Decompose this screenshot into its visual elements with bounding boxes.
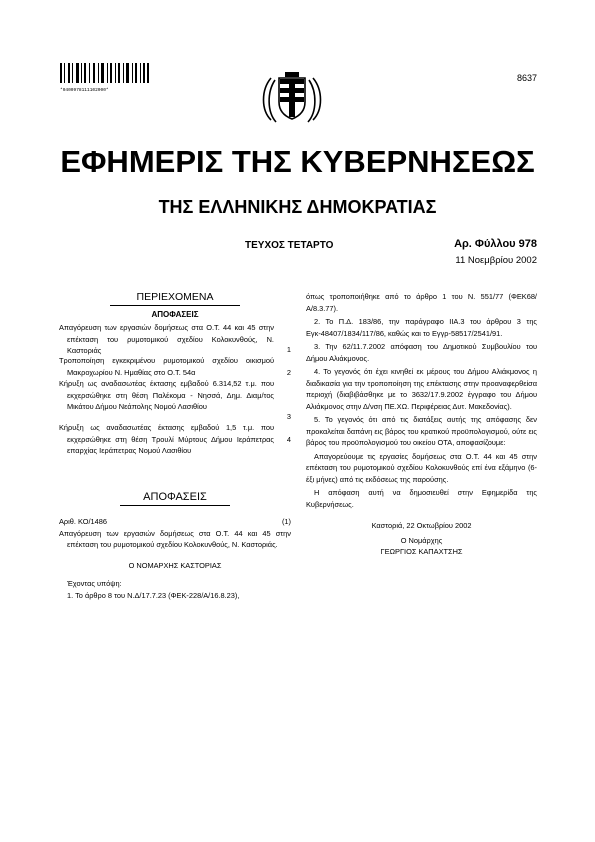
- decision-subject: Απαγόρευση των εργασιών δομήσεως στα Ο.Τ. 44 και 45 στην επέκταση του ρυμοτομικού σχεδίου Κολοκυνθούς, Ν. Καστοριάς.: [59, 528, 291, 549]
- publication-order: Η απόφαση αυτή να δημοσιευθεί στην Εφημερίδα της Κυβερνήσεως.: [306, 488, 537, 509]
- sheet-number: Αρ. Φύλλου 978: [454, 238, 537, 250]
- toc-section: ΑΠΟΦΑΣΕΙΣ: [151, 310, 199, 319]
- barcode-graphic: [60, 63, 149, 83]
- issue-date: 11 Νοεμβρίου 2002: [455, 255, 537, 266]
- toc-underline: [110, 305, 240, 306]
- decisions-block: [59, 490, 291, 601]
- gazette-subtitle: ΤΗΣ ΕΛΛΗΝΙΚΗΣ ΔΗΜΟΚΡΑΤΙΑΣ: [158, 197, 437, 217]
- paragraph-1-cont: όπως τροποποιήθηκε από το άρθρο 1 του Ν. 551/77 (ΦΕΚ68/Α/8.3.77).: [306, 292, 537, 313]
- toc-item: Κήρυξη ως αναδασωτέας έκτασης εμβαδού 1,5 τ.μ. που εκχερσώθηκε στη θέση Τρουλί Μύρτους Δήμου Ιεράπετρας επαρχίας Ιεράπετρας Νομού Λασιθίου 4: [59, 423, 291, 455]
- decision-text: Απαγορεύουμε τις εργασίες δομήσεως στα Ο.Τ. 44 και 45 στην επέκταση του ρυμοτομικού σχεδίου Κολοκυνθούς επί ένα εξάμηνο (6-έξι μήνες) από τις εκδόσεως της παρούσης.: [306, 451, 537, 484]
- signatory-name: ΓΕΩΡΓΙΟΣ ΚΑΠΑΧΤΣΗΣ: [380, 547, 463, 556]
- toc-item: Απαγόρευση των εργασιών δομήσεως στα Ο.Τ. 44 και 45 στην επέκταση του ρυμοτομικού σχεδίου Κολοκυνθούς, Ν. Καστοριάς 1: [59, 323, 291, 355]
- page-number: 8637: [516, 73, 537, 83]
- issue-label: ΤΕΥΧΟΣ ΤΕΤΑΡΤΟ: [245, 240, 334, 251]
- decisions-underline: [120, 505, 230, 506]
- decisions-heading: ΑΠΟΦΑΣΕΙΣ: [143, 491, 207, 503]
- toc-heading: ΠΕΡΙΕΧΟΜΕΝΑ: [136, 291, 214, 303]
- toc-item: Τροποποίηση εγκεκριμένου ρυμοτομικού σχεδίου οικισμού Μακροχωρίου Ν. Ημαθίας στο Ο.Τ. 54α 2: [59, 356, 291, 377]
- barcode-caption: *0400978111102000*: [60, 88, 109, 93]
- paragraph-1: 1. Το άρθρο 8 του Ν.Δ/17.7.23 (ΦΕΚ-228/Α/16.8.23),: [67, 590, 240, 600]
- decision-reference: Αριθ. ΚΟ/1486 (1): [59, 517, 291, 526]
- right-column: [306, 291, 537, 558]
- paragraph-3: 3. Την 62/11.7.2002 απόφαση του Δημοτικού Συμβουλίου του Δήμου Αλιάκμονος.: [306, 342, 537, 363]
- barcode: [60, 63, 149, 93]
- toc-item: Κήρυξη ως αναδασωτέας έκτασης εμβαδού 6.314,52 τ.μ. που εκχερσώθηκε στη θέση Παλέκομα - Νησσά, Δημ. Διαμ/τος Μικάτου Δήμου Νεάπολης Νομού Λασιθίου 3: [59, 379, 291, 421]
- having-in-view: Έχοντας υπόψη:: [67, 579, 122, 588]
- paragraph-4: 4. Το γεγονός ότι έχει κινηθεί εκ μέρους του Δήμου Αλιάκμονος η διαδικασία για την τροποποίηση της επέκτασης στην προαναφερθείσα περιοχή (διαβιβάσθηκε με το 3632/17.9.2002 έγγραφο του Δήμου Αλιάκμονος στην Δ/νση ΠΕ.ΧΩ. Περιφέρειας Δυτ. Μακεδονίας).: [306, 367, 537, 411]
- paragraph-5: 5. Το γεγονός ότι από τις διατάξεις αυτής της απόφασης δεν προκαλείται δαπάνη εις βάρος του κρατικού προϋπολογισμού, ούτε εις βάρος του προϋπολογισμού του οικείου ΟΤΑ, αποφασίζουμε:: [306, 415, 537, 447]
- decision-authority: Ο ΝΟΜΑΡΧΗΣ ΚΑΣΤΟΡΙΑΣ: [128, 560, 222, 570]
- gazette-title: ΕΦΗΜΕΡΙΣ ΤΗΣ ΚΥΒΕΡΝΗΣΕΩΣ: [60, 144, 535, 179]
- toc-block: [59, 291, 291, 455]
- signatory-title: Ο Νομάρχης: [400, 535, 443, 545]
- greek-coat-of-arms: [259, 68, 325, 125]
- paragraph-2: 2. Το Π.Δ. 183/86, την παράγραφο ΙΙΑ.3 του άρθρου 3 της Εγκ-48407/1834/117/86, καθώς και το Εγγρ-58517/2541/91.: [306, 317, 537, 338]
- place-date: Καστοριά, 22 Οκτωβρίου 2002: [371, 521, 472, 530]
